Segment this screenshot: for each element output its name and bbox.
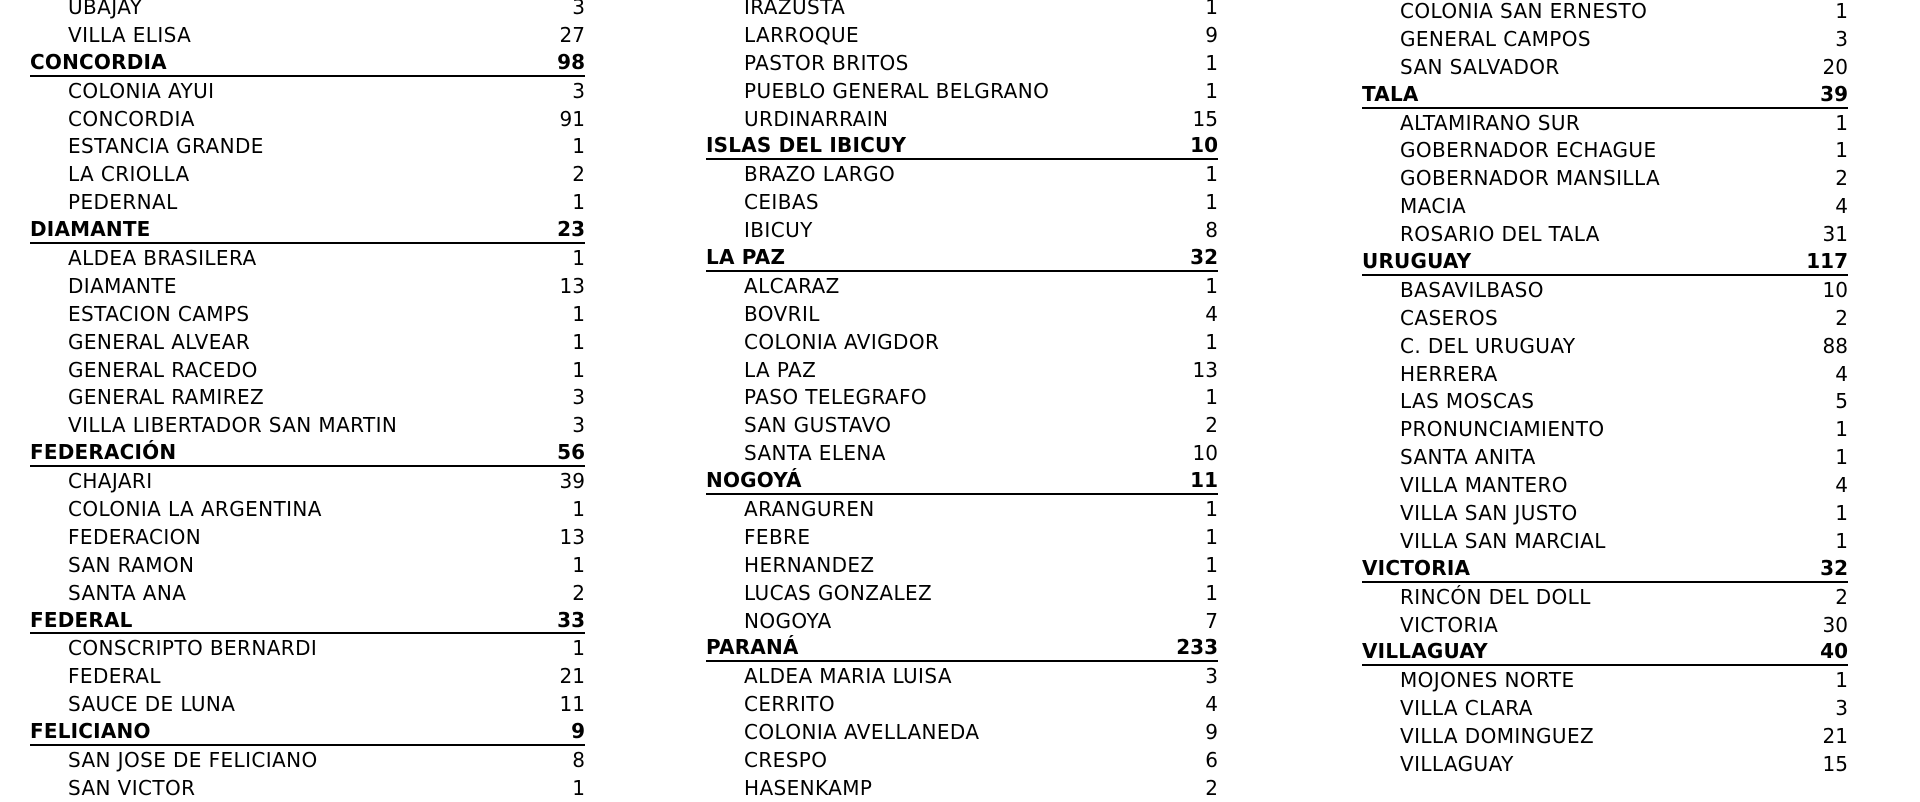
locality-name: CONCORDIA: [68, 106, 195, 131]
locality-name: HERNANDEZ: [744, 552, 875, 577]
locality-count: 15: [1192, 106, 1218, 131]
locality-count: 1: [1835, 528, 1848, 553]
locality-row: [30, 105, 585, 133]
locality-count: 1: [572, 552, 585, 577]
locality-row: [1362, 611, 1848, 639]
locality-row: [1362, 527, 1848, 555]
department-name: DIAMANTE: [30, 217, 151, 242]
locality-name: LA PAZ: [744, 357, 817, 382]
locality-count: 1: [1205, 162, 1218, 187]
locality-row: [706, 690, 1218, 718]
locality-count: 1: [572, 775, 585, 800]
locality-name: GOBERNADOR ECHAGUE: [1400, 138, 1657, 163]
department-total: 98: [557, 49, 585, 74]
locality-name: PUEBLO GENERAL BELGRANO: [744, 78, 1050, 103]
department-header-row: [30, 49, 585, 77]
department-name: ISLAS DEL IBICUY: [706, 133, 907, 158]
department-name: FEDERAL: [30, 607, 133, 632]
locality-count: 13: [559, 524, 585, 549]
locality-row: [706, 300, 1218, 328]
locality-count: 1: [572, 496, 585, 521]
locality-name: CERRITO: [744, 692, 836, 717]
department-total: 9: [571, 719, 585, 744]
locality-row: [706, 105, 1218, 133]
locality-name: URDINARRAIN: [744, 106, 889, 131]
locality-count: 20: [1822, 54, 1848, 79]
locality-name: CASEROS: [1400, 305, 1499, 330]
locality-row: [1362, 109, 1848, 137]
locality-row: [1362, 0, 1848, 25]
locality-row: [706, 718, 1218, 746]
locality-count: 1: [1835, 417, 1848, 442]
locality-row: [706, 411, 1218, 439]
locality-row: [1362, 164, 1848, 192]
locality-name: SAN JOSE DE FELICIANO: [68, 747, 318, 772]
department-total: 10: [1190, 133, 1218, 158]
locality-count: 1: [1835, 0, 1848, 23]
department-total: 56: [557, 440, 585, 465]
locality-name: ESTANCIA GRANDE: [68, 134, 264, 159]
locality-name: ALTAMIRANO SUR: [1400, 110, 1581, 135]
locality-count: 91: [559, 106, 585, 131]
locality-count: 1: [572, 245, 585, 270]
locality-name: SANTA ANITA: [1400, 445, 1536, 470]
locality-count: 15: [1822, 751, 1848, 776]
locality-name: ARANGUREN: [744, 496, 875, 521]
locality-count: 2: [572, 162, 585, 187]
department-total: 40: [1820, 639, 1848, 664]
locality-count: 1: [1205, 524, 1218, 549]
locality-count: 31: [1822, 222, 1848, 247]
locality-row: [30, 467, 585, 495]
locality-name: CEIBAS: [744, 190, 819, 215]
locality-name: PASTOR BRITOS: [744, 50, 909, 75]
locality-count: 21: [1822, 724, 1848, 749]
locality-name: FEDERACION: [68, 524, 202, 549]
department-header-row: [30, 607, 585, 635]
locality-row: [1362, 750, 1848, 778]
locality-row: [30, 188, 585, 216]
locality-count: 13: [559, 273, 585, 298]
locality-row: [30, 774, 585, 802]
locality-row: [30, 328, 585, 356]
department-name: FEDERACIÓN: [30, 440, 177, 465]
locality-count: 2: [1835, 305, 1848, 330]
locality-row: [706, 160, 1218, 188]
locality-count: 2: [1835, 584, 1848, 609]
locality-count: 1: [1205, 385, 1218, 410]
locality-name: GENERAL ALVEAR: [68, 329, 251, 354]
locality-row: [706, 272, 1218, 300]
locality-name: ESTACION CAMPS: [68, 301, 250, 326]
locality-name: COLONIA AVIGDOR: [744, 329, 940, 354]
locality-name: ALDEA BRASILERA: [68, 245, 257, 270]
locality-name: CHAJARI: [68, 469, 153, 494]
locality-row: [706, 607, 1218, 635]
locality-row: [30, 300, 585, 328]
department-name: URUGUAY: [1362, 248, 1472, 273]
locality-row: [706, 328, 1218, 356]
locality-name: LUCAS GONZALEZ: [744, 580, 933, 605]
locality-name: GOBERNADOR MANSILLA: [1400, 166, 1661, 191]
locality-name: ALCARAZ: [744, 273, 840, 298]
locality-count: 1: [572, 329, 585, 354]
locality-count: 1: [1205, 78, 1218, 103]
locality-count: 1: [1205, 273, 1218, 298]
locality-row: [30, 523, 585, 551]
locality-name: VILLA ELISA: [68, 22, 192, 47]
locality-row: [1362, 666, 1848, 694]
locality-name: PEDERNAL: [68, 190, 178, 215]
locality-name: NOGOYA: [744, 608, 832, 633]
locality-count: 1: [1205, 50, 1218, 75]
locality-row: [30, 21, 585, 49]
locality-count: 30: [1822, 612, 1848, 637]
locality-row: [30, 132, 585, 160]
locality-row: [1362, 136, 1848, 164]
locality-row: [706, 746, 1218, 774]
locality-row: [706, 551, 1218, 579]
locality-count: 1: [1205, 0, 1218, 19]
locality-count: 3: [572, 413, 585, 438]
locality-name: SAN RAMON: [68, 552, 195, 577]
department-name: LA PAZ: [706, 244, 786, 269]
locality-row: [30, 77, 585, 105]
locality-count: 21: [559, 664, 585, 689]
locality-row: [706, 21, 1218, 49]
locality-count: 1: [572, 636, 585, 661]
locality-count: 11: [559, 692, 585, 717]
locality-name: FEDERAL: [68, 664, 161, 689]
department-name: TALA: [1362, 81, 1419, 106]
locality-row: [1362, 220, 1848, 248]
locality-count: 6: [1205, 747, 1218, 772]
locality-row: [1362, 332, 1848, 360]
locality-count: 9: [1205, 720, 1218, 745]
department-total: 33: [557, 607, 585, 632]
locality-count: 1: [1835, 445, 1848, 470]
locality-row: [706, 495, 1218, 523]
locality-row: [706, 77, 1218, 105]
locality-count: 1: [572, 357, 585, 382]
locality-count: 1: [1205, 329, 1218, 354]
locality-count: 2: [1205, 775, 1218, 800]
locality-count: 1: [572, 190, 585, 215]
locality-row: [1362, 387, 1848, 415]
locality-name: GENERAL CAMPOS: [1400, 26, 1592, 51]
locality-row: [1362, 471, 1848, 499]
locality-name: SANTA ELENA: [744, 441, 886, 466]
locality-row: [706, 383, 1218, 411]
locality-name: VICTORIA: [1400, 612, 1499, 637]
locality-row: [30, 495, 585, 523]
locality-row: [30, 746, 585, 774]
locality-count: 88: [1822, 333, 1848, 358]
department-header-row: [1362, 638, 1848, 666]
department-name: CONCORDIA: [30, 49, 167, 74]
department-name: NOGOYÁ: [706, 468, 802, 493]
locality-name: SAUCE DE LUNA: [68, 692, 236, 717]
locality-row: [706, 49, 1218, 77]
department-total: 117: [1806, 248, 1848, 273]
locality-row: [30, 244, 585, 272]
department-header-row: [706, 132, 1218, 160]
locality-name: BOVRIL: [744, 301, 820, 326]
locality-name: VILLA LIBERTADOR SAN MARTIN: [68, 413, 398, 438]
locality-name: SAN SALVADOR: [1400, 54, 1560, 79]
locality-name: SAN VICTOR: [68, 775, 196, 800]
department-header-row: [30, 439, 585, 467]
department-name: PARANÁ: [706, 635, 799, 660]
table-column-3: [1362, 0, 1848, 778]
locality-count: 1: [1205, 580, 1218, 605]
locality-count: 1: [1205, 190, 1218, 215]
locality-name: ROSARIO DEL TALA: [1400, 222, 1600, 247]
locality-row: [1362, 360, 1848, 388]
locality-name: GENERAL RAMIREZ: [68, 385, 265, 410]
department-header-row: [706, 244, 1218, 272]
locality-row: [706, 188, 1218, 216]
locality-count: 13: [1192, 357, 1218, 382]
locality-count: 2: [572, 580, 585, 605]
locality-name: HERRERA: [1400, 361, 1498, 386]
locality-name: COLONIA SAN ERNESTO: [1400, 0, 1648, 23]
department-header-row: [1362, 81, 1848, 109]
department-total: 32: [1820, 555, 1848, 580]
locality-name: CRESPO: [744, 747, 828, 772]
locality-count: 4: [1835, 473, 1848, 498]
locality-count: 10: [1822, 277, 1848, 302]
locality-name: DIAMANTE: [68, 273, 177, 298]
locality-name: MACIA: [1400, 194, 1467, 219]
locality-row: [706, 774, 1218, 802]
locality-count: 1: [1835, 138, 1848, 163]
locality-count: 1: [1205, 496, 1218, 521]
locality-name: VILLAGUAY: [1400, 751, 1514, 776]
locality-count: 3: [572, 0, 585, 19]
table-column-2: [706, 0, 1218, 802]
department-header-row: [30, 718, 585, 746]
locality-name: SANTA ANA: [68, 580, 187, 605]
locality-row: [706, 662, 1218, 690]
locality-row: [1362, 415, 1848, 443]
locality-row: [706, 0, 1218, 21]
locality-count: 4: [1205, 301, 1218, 326]
locality-row: [706, 439, 1218, 467]
locality-row: [706, 216, 1218, 244]
locality-row: [706, 579, 1218, 607]
locality-row: [1362, 25, 1848, 53]
locality-name: PRONUNCIAMIENTO: [1400, 417, 1605, 442]
locality-row: [1362, 304, 1848, 332]
locality-name: LARROQUE: [744, 22, 860, 47]
locality-row: [706, 356, 1218, 384]
department-total: 39: [1820, 81, 1848, 106]
locality-count: 8: [1205, 218, 1218, 243]
locality-count: 3: [1835, 696, 1848, 721]
locality-row: [1362, 53, 1848, 81]
locality-name: LA CRIOLLA: [68, 162, 190, 187]
locality-name: MOJONES NORTE: [1400, 668, 1575, 693]
locality-row: [30, 579, 585, 607]
locality-count: 3: [1205, 664, 1218, 689]
locality-count: 39: [559, 469, 585, 494]
locality-count: 4: [1835, 361, 1848, 386]
locality-row: [30, 551, 585, 579]
locality-count: 1: [1205, 552, 1218, 577]
locality-count: 4: [1835, 194, 1848, 219]
department-header-row: [1362, 555, 1848, 583]
locality-name: HASENKAMP: [744, 775, 873, 800]
locality-row: [1362, 499, 1848, 527]
department-total: 32: [1190, 244, 1218, 269]
locality-count: 4: [1205, 692, 1218, 717]
locality-name: GENERAL RACEDO: [68, 357, 258, 382]
locality-row: [30, 356, 585, 384]
locality-row: [1362, 694, 1848, 722]
locality-name: VILLA DOMINGUEZ: [1400, 724, 1595, 749]
locality-name: LAS MOSCAS: [1400, 389, 1535, 414]
department-total: 23: [557, 217, 585, 242]
locality-row: [30, 411, 585, 439]
department-header-row: [706, 634, 1218, 662]
locality-row: [30, 272, 585, 300]
locality-name: BASAVILBASO: [1400, 277, 1544, 302]
table-column-1: [30, 0, 585, 802]
locality-name: CONSCRIPTO BERNARDI: [68, 636, 318, 661]
locality-count: 3: [1835, 26, 1848, 51]
locality-row: [1362, 192, 1848, 220]
locality-count: 2: [1835, 166, 1848, 191]
locality-row: [706, 523, 1218, 551]
locality-name: C. DEL URUGUAY: [1400, 333, 1576, 358]
department-header-row: [1362, 248, 1848, 276]
locality-count: 3: [572, 385, 585, 410]
locality-row: [30, 690, 585, 718]
locality-row: [30, 160, 585, 188]
locality-row: [30, 0, 585, 21]
locality-row: [1362, 443, 1848, 471]
locality-row: [1362, 583, 1848, 611]
department-name: VICTORIA: [1362, 555, 1471, 580]
locality-name: PASO TELEGRAFO: [744, 385, 928, 410]
locality-count: 1: [1835, 668, 1848, 693]
locality-count: 1: [1835, 500, 1848, 525]
locality-name: IRAZUSTA: [744, 0, 846, 19]
locality-count: 5: [1835, 389, 1848, 414]
locality-count: 1: [1835, 110, 1848, 135]
locality-count: 2: [1205, 413, 1218, 438]
locality-count: 9: [1205, 22, 1218, 47]
locality-name: VILLA SAN JUSTO: [1400, 500, 1578, 525]
locality-row: [30, 634, 585, 662]
locality-name: VILLA SAN MARCIAL: [1400, 528, 1606, 553]
locality-name: FEBRE: [744, 524, 811, 549]
locality-name: COLONIA AVELLANEDA: [744, 720, 980, 745]
locality-name: VILLA MANTERO: [1400, 473, 1568, 498]
locality-name: UBAJAY: [68, 0, 143, 19]
locality-count: 3: [572, 78, 585, 103]
locality-count: 1: [572, 301, 585, 326]
locality-row: [30, 662, 585, 690]
department-total: 11: [1190, 468, 1218, 493]
locality-count: 7: [1205, 608, 1218, 633]
locality-count: 27: [559, 22, 585, 47]
department-name: FELICIANO: [30, 719, 151, 744]
department-total: 233: [1176, 635, 1218, 660]
locality-count: 8: [572, 747, 585, 772]
locality-name: RINCÓN DEL DOLL: [1400, 584, 1591, 609]
locality-row: [1362, 276, 1848, 304]
locality-name: COLONIA AYUI: [68, 78, 215, 103]
locality-name: BRAZO LARGO: [744, 162, 896, 187]
locality-row: [30, 383, 585, 411]
department-header-row: [30, 216, 585, 244]
locality-name: COLONIA LA ARGENTINA: [68, 496, 322, 521]
locality-name: VILLA CLARA: [1400, 696, 1533, 721]
department-header-row: [706, 467, 1218, 495]
department-name: VILLAGUAY: [1362, 639, 1488, 664]
locality-name: SAN GUSTAVO: [744, 413, 892, 438]
locality-count: 1: [572, 134, 585, 159]
locality-count: 10: [1192, 441, 1218, 466]
locality-row: [1362, 722, 1848, 750]
locality-name: IBICUY: [744, 218, 813, 243]
locality-name: ALDEA MARIA LUISA: [744, 664, 952, 689]
